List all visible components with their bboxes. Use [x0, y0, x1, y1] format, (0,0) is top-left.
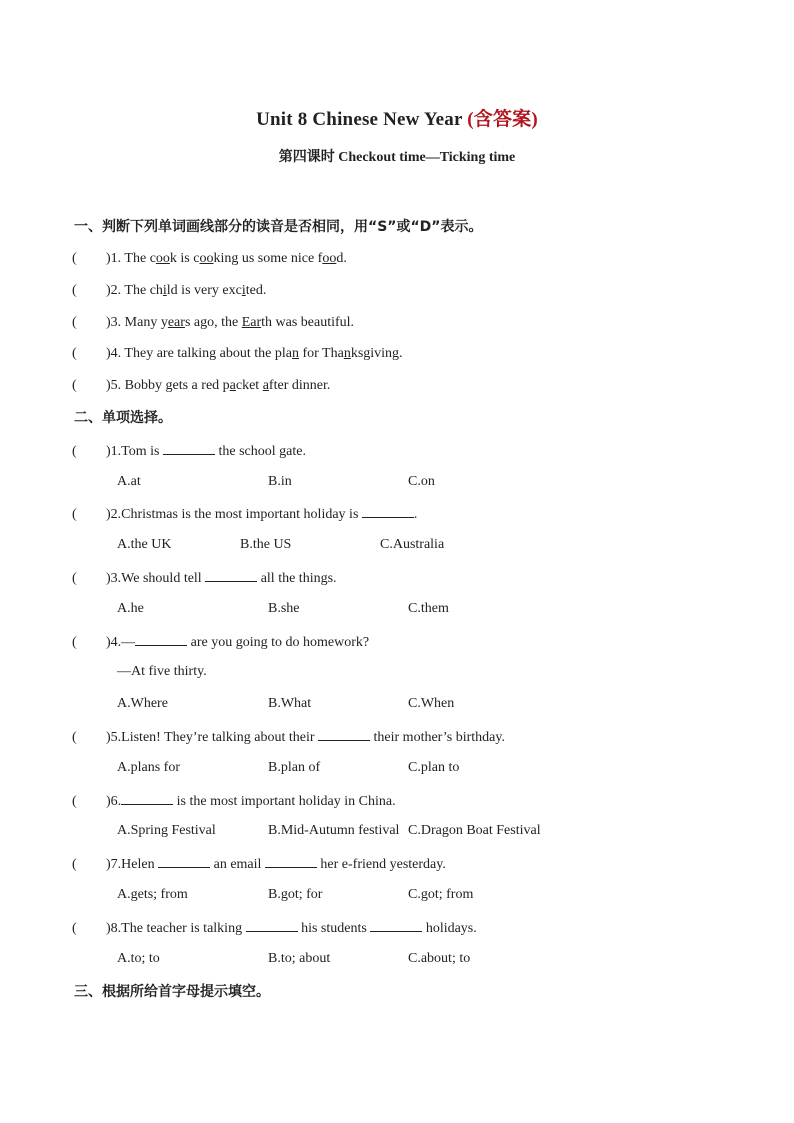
- fill-blank[interactable]: [205, 569, 257, 582]
- answer-paren[interactable]: (: [72, 507, 77, 522]
- answer-paren[interactable]: (: [72, 794, 77, 809]
- answer-paren[interactable]: (: [72, 251, 77, 266]
- page-title: [0, 104, 794, 131]
- option-a[interactable]: A.gets; from: [117, 887, 188, 902]
- option-c[interactable]: C.about; to: [408, 951, 471, 966]
- fill-blank[interactable]: [362, 505, 414, 518]
- answer-paren[interactable]: (: [72, 857, 77, 872]
- option-b[interactable]: B.in: [268, 474, 292, 489]
- p2-question-1: ( )1.Tom is the school gate.: [72, 444, 306, 459]
- p1-question-3: ( )3. Many years ago, the Earth was beautiful.: [72, 315, 355, 330]
- p1-question-2: ( )2. The child is very excited.: [72, 283, 267, 298]
- fill-blank[interactable]: [246, 919, 298, 932]
- option-c[interactable]: C.got; from: [408, 887, 474, 902]
- section-1-heading: 一、判断下列单词画线部分的读音是否相同，用“S”或“D”表示。: [74, 219, 483, 235]
- answer-paren[interactable]: (: [72, 635, 77, 650]
- option-a[interactable]: A.at: [117, 474, 141, 489]
- p1-question-4: ( )4. They are talking about the plan for Thanksgiving.: [72, 346, 403, 361]
- fill-blank[interactable]: [158, 855, 210, 868]
- option-b[interactable]: B.What: [268, 696, 312, 711]
- section-3-heading: 三、根据所给首字母提示填空。: [74, 984, 270, 1000]
- dialogue-reply: —At five thirty.: [117, 664, 207, 679]
- option-c[interactable]: C.them: [408, 601, 449, 616]
- fill-blank[interactable]: [318, 728, 370, 741]
- section-2-heading: 二、单项选择。: [74, 410, 172, 426]
- option-b[interactable]: B.she: [268, 601, 300, 616]
- p2-question-2: ( )2.Christmas is the most important holiday is .: [72, 507, 418, 522]
- page-subtitle: 第四课时 Checkout time—Ticking time: [278, 150, 516, 165]
- fill-blank[interactable]: [163, 442, 215, 455]
- option-c[interactable]: C.Dragon Boat Festival: [408, 823, 541, 838]
- option-b[interactable]: B.got; for: [268, 887, 323, 902]
- answer-paren[interactable]: (: [72, 315, 77, 330]
- fill-blank[interactable]: [370, 919, 422, 932]
- fill-blank[interactable]: [135, 633, 187, 646]
- option-c[interactable]: C.Australia: [380, 537, 445, 552]
- answer-paren[interactable]: (: [72, 444, 77, 459]
- answer-paren[interactable]: (: [72, 730, 77, 745]
- p2-question-7: ( )7.Helen an email her e-friend yesterday.: [72, 857, 446, 872]
- option-c[interactable]: C.When: [408, 696, 455, 711]
- option-c[interactable]: C.plan to: [408, 760, 460, 775]
- answer-paren[interactable]: (: [72, 921, 77, 936]
- option-a[interactable]: A.plans for: [117, 760, 180, 775]
- p1-question-5: ( )5. Bobby gets a red packet after dinner.: [72, 378, 331, 393]
- p2-question-6: ( )6. is the most important holiday in China.: [72, 794, 396, 809]
- answer-paren[interactable]: (: [72, 571, 77, 586]
- p2-question-4: ( )4.— are you going to do homework?: [72, 635, 370, 650]
- p2-question-3: ( )3.We should tell all the things.: [72, 571, 337, 586]
- answer-paren[interactable]: (: [72, 283, 77, 298]
- answer-tag: (含答案): [467, 109, 538, 130]
- answer-paren[interactable]: (: [72, 346, 77, 361]
- answer-paren[interactable]: (: [72, 378, 77, 393]
- option-b[interactable]: B.Mid-Autumn festival: [268, 823, 400, 838]
- option-a[interactable]: A.Spring Festival: [117, 823, 216, 838]
- p2-question-8: ( )8.The teacher is talking his students holidays.: [72, 921, 477, 936]
- option-a[interactable]: A.he: [117, 601, 144, 616]
- option-b[interactable]: B.the US: [240, 537, 292, 552]
- title-main: Unit 8 Chinese New Year: [256, 109, 463, 130]
- option-a[interactable]: A.Where: [117, 696, 168, 711]
- option-b[interactable]: B.plan of: [268, 760, 321, 775]
- fill-blank[interactable]: [265, 855, 317, 868]
- option-c[interactable]: C.on: [408, 474, 435, 489]
- option-a[interactable]: A.to; to: [117, 951, 160, 966]
- option-a[interactable]: A.the UK: [117, 537, 172, 552]
- p2-question-5: ( )5.Listen! They’re talking about their their mother’s birthday.: [72, 730, 505, 745]
- p1-question-1: ( )1. The cook is cooking us some nice food.: [72, 251, 347, 266]
- option-b[interactable]: B.to; about: [268, 951, 331, 966]
- fill-blank[interactable]: [121, 792, 173, 805]
